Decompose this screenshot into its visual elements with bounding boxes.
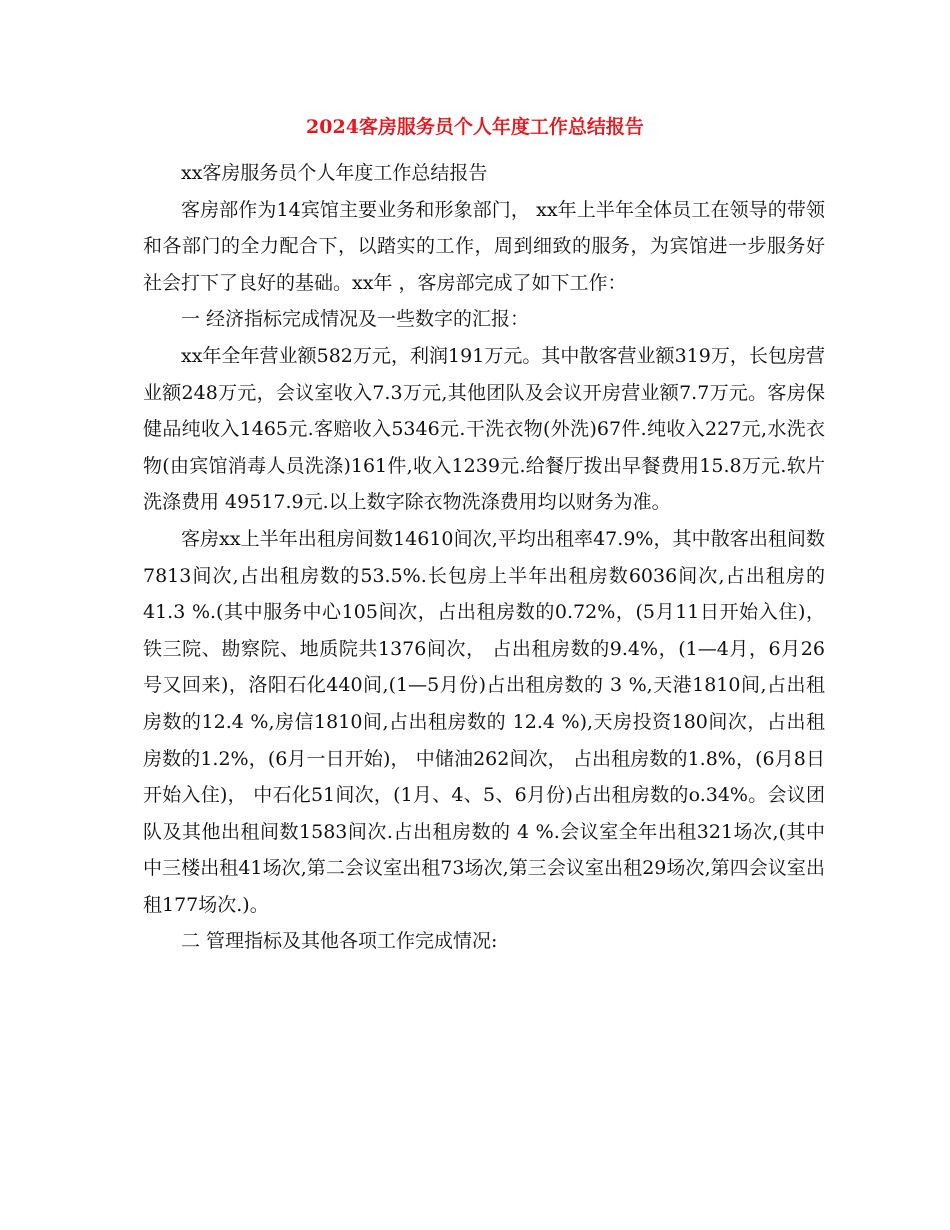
paragraph-subtitle: xx客房服务员个人年度工作总结报告 <box>181 162 488 184</box>
document-body <box>143 155 825 960</box>
paragraph-intro: 客房部作为14宾馆主要业务和形象部门， xx年上半年全体员工在领导的带领和各部门的全力配合下，以踏实的工作，周到细致的服务，为宾馆进一步服务好社会打下了良好的基础。xx年 ，客房部完成了如下工作： <box>143 198 825 294</box>
document-title: 2024客房服务员个人年度工作总结报告 <box>306 116 644 138</box>
section-heading-management-indicators: 二 管理指标及其他各项工作完成情况: <box>181 930 498 953</box>
paragraph-occupancy: 客房xx上半年出租房间数14610间次,平均出租率47.9%，其中散客出租间数7813间次,占出租房数的53.5%.长包房上半年出租房数6036间次,占出租房的 41.3 %.(其中服务中心105间次，占出租房数的0.72%，(5月11日开始入住)，铁三院、勘察院、地质院共1376间次， 占出租房数的9.4%，(1—4月，6月26号又回来)，洛阳石化440间,(1—5月份)占出租房数的 3 %,天港1810间,占出租房数的12.4 %,房信1810间,占出租房数的 12.4 %),天房投资180间次，占出租房数的1.2%，(6月一日开始)， 中储油262间次， 占出租房数的1.8%，(6月8日开始入住)， 中石化51间次，(1月、4、5、6月份)占出租房数的o.34%。会议团队及其他出租间数1583间次.占出租房数的 4 %.会议室全年出租321场次,(其中中三楼出租41场次,第二会议室出租73场次,第三会议室出租29场次,第四会议室出租177场次.)。 <box>143 527 825 916</box>
section-heading-economic-indicators: 一 经济指标完成情况及一些数字的汇报： <box>181 308 530 331</box>
paragraph-revenue: xx年全年营业额582万元，利润191万元。其中散客营业额319万，长包房营业额248万元，会议室收入7.3万元,其他团队及会议开房营业额7.7万元。客房保健品纯收入1465元.客赔收入5346元.干洗衣物(外洗)67件.纯收入227元,水洗衣物(由宾馆消毒人员洗涤)161件,收入1239元.给餐厅拨出早餐费用15.8万元.软片洗涤费用 49517.9元.以上数字除衣物洗涤费用均以财务为准。 <box>143 344 825 514</box>
